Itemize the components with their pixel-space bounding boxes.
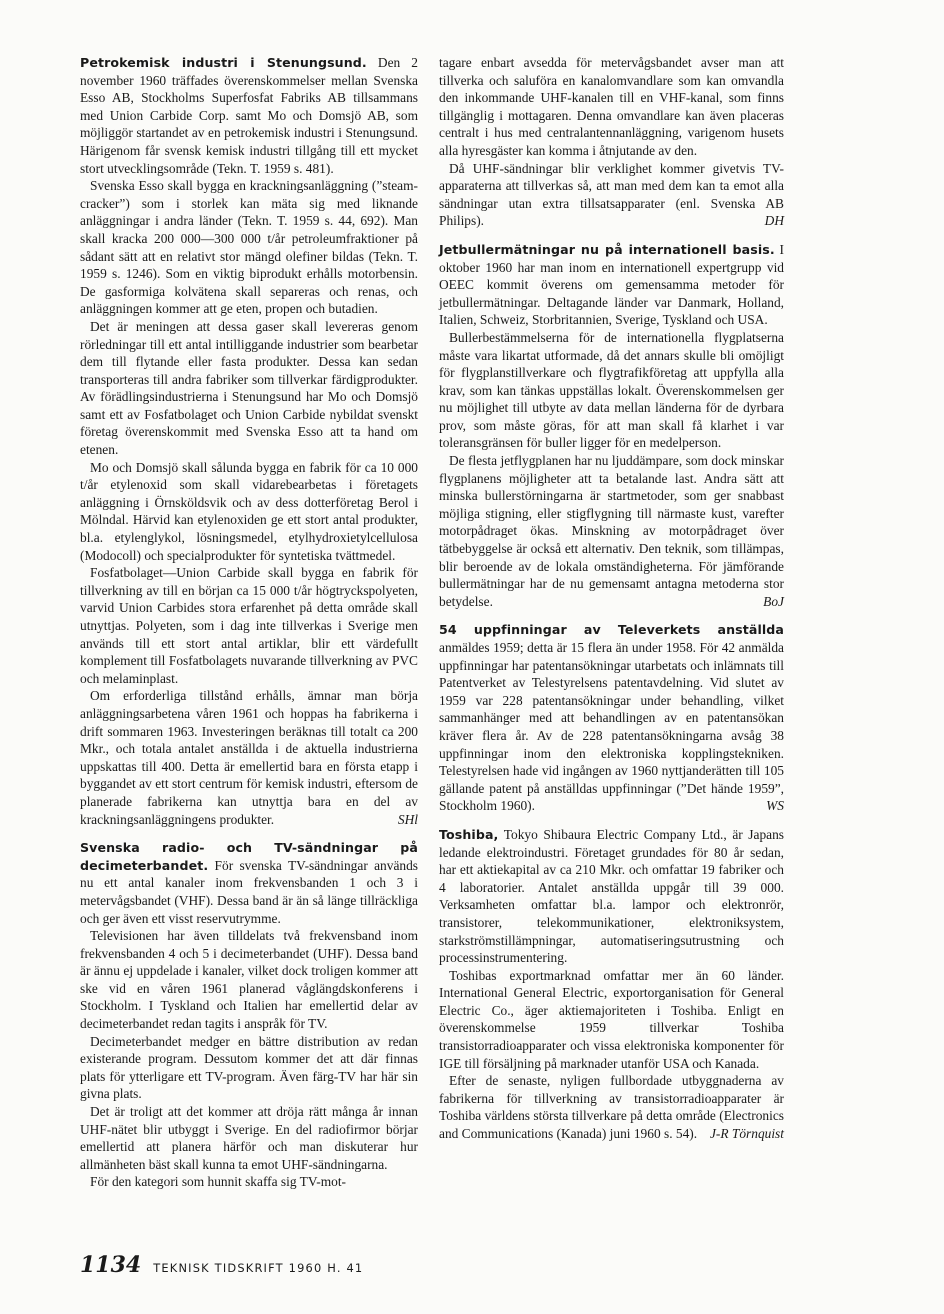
- page-footer: [80, 1252, 363, 1278]
- paragraph: Mo och Domsjö skall sålunda bygga en fabrik för ca 10 000 t/år etylenoxid som skall vidarebearbetas i företagets anläggning i Örnsköldsvik och av dess dotterföretag Berol i Mölndal. Härvid kan etylenoxiden ge ett stort antal produkter, bl.a. etylenglykol, lösningsmedel, etylhydroxietylcellulosa (Modocoll) och specialprodukter för syntetiska tvättmedel.: [80, 459, 418, 563]
- article-petrokemisk: [80, 54, 418, 177]
- author-signature: DH: [764, 213, 784, 229]
- author-signature: J-R Törnquist: [709, 1126, 784, 1142]
- paragraph: Toshibas exportmarknad omfattar mer än 60 länder. International General Electric, exportorganisation för General Electric Co., äger aktiemajoriteten i Toshiba. Enligt en överenskommelse 1959 tillverkar Toshiba transistorradioapparater och vissa elektroniska komponenter för IGE till försäljning på marknader utanför USA och Kanada.: [439, 967, 784, 1071]
- paragraph: Efter de senaste, nyligen fullbordade utbyggnaderna av fabrikerna för tillverkning av transistorradioapparater är Toshiba världens största tillverkare på detta område (Electronics and Communications (Kanada) juni 1960 s. 54).: [439, 1073, 784, 1142]
- paragraph: Svenska Esso skall bygga en krackningsanläggning (”steam-cracker”) som i storlek kan mäta sig med liknande anläggningar i andra länder (Tekn. T. 1959 s. 44, 692). Man skall kracka 200 000—300 000 t/år petroleumfraktioner på sådant sätt att en relativt stor mängd olefiner bildas (Tekn. T. 1959 s. 1246). Som en viktig biprodukt erhålls motorbensin. De gasformiga kolvätena skall separeras och renas, och anläggningen kommer att ge eten, propen och butadien.: [80, 178, 418, 317]
- paragraph: Televisionen har även tilldelats två frekvensband inom frekvensbanden 4 och 5 i decimeterbandet (UHF). Dessa band är ännu ej uppdelade i kanaler, vilket dock troligen kommer att ske vid en våren 1961 planerad våglängdskonferens i Stockholm. I Tyskland och Italien har emellertid delar av decimeterbandet redan tagits i anspråk för TV.: [80, 928, 418, 1032]
- article-jetbuller: [439, 241, 784, 329]
- paragraph-with-signature: [80, 687, 418, 828]
- paragraph-with-signature: [439, 160, 784, 230]
- article-radio-tv: [80, 839, 418, 927]
- page-number: 1134: [80, 1252, 142, 1278]
- paragraph: anmäldes 1959; detta är 15 flera än under 1958. För 42 anmälda uppfinningar har patentansökningar utarbetats och inlämnats till Patentverket av Telestyrelsens patentavdelning. Vid slutet av 1959 var 228 patentansökningar under behandling, vilket sammanhänger med att behandlingen av en patentansökan kräver flera år. Av de 228 patentansökningarna avsåg 38 uppfinningar inom den elektroniska kopplingstekniken. Telestyrelsen hade vid ingången av 1960 nyttjanderätten till 105 gällande patent på anställdas uppfinningar (”Det hände 1959”, Stockholm 1960).: [439, 640, 784, 814]
- author-signature: BoJ: [763, 593, 784, 609]
- paragraph: Tokyo Shibaura Electric Company Ltd., är Japans ledande elektroindustri. Företaget grundades för 80 år sedan, har ett aktiekapital av ca 210 Mkr. och omfattar 19 fabriker och 4 laboratorier. Antalet anställda uppgår till 39 000. Verksamheten omfattar bl.a. lampor och elektronrör, transistorer, telekommunikationer, elektroniksystem, starkströmstillämpningar, automatiseringsutrustning och processinstrumentering.: [439, 826, 784, 966]
- article-heading: 54 uppfinningar av Televerkets anställda: [439, 622, 784, 638]
- paragraph-continued: tagare enbart avsedda för metervågsbandet avser man att tillverka och saluföra en kanalomvandlare som kan omvandla den inkommande UHF-kanalen till en VHF-kanal, som finns tillgänglig i mottagaren. Denna omvandlare kan även placeras centralt i hus med centralantennanläggning, varigenom husets alla hyresgäster kan komma i åtnjutande av den.: [439, 55, 784, 158]
- article-toshiba: [439, 826, 784, 967]
- paragraph: I oktober 1960 har man inom en internationell expertgrupp vid OEEC kommit överens om gemensamma metoder för jetbullermätningar. Deltagande länder var Danmark, Holland, Italien, Schweiz, Storbritannien, Sverige, Tyskland och USA.: [439, 241, 784, 328]
- paragraph: För svenska TV-sändningar används nu ett antal kanaler inom frekvensbanden 1 och 3 i metervågsbandet (VHF). Dessa band är än så länge tillräckliga och ger även ett visst reservutrymme.: [80, 857, 418, 926]
- article-uppfinningar: [439, 621, 784, 815]
- paragraph: Decimeterbandet medger en bättre distribution av redan existerande program. Dessutom kommer det att där finnas plats för ytterligare ett TV-program. Även färg-TV har här sin givna plats.: [80, 1033, 418, 1102]
- paragraph: Om erforderliga tillstånd erhålls, ämnar man börja anläggningsarbetena våren 1961 och hoppas ha fabrikerna i drift sommaren 1963. Investeringen beräknas till totalt ca 200 Mkr., och totala antalet anställda i de aktuella industrierna uppskattas till 400. Detta är emellertid bara en första etapp i byggandet av ett stort centrum för kemisk industri, eftersom de planerade fabrikerna kan utnyttja bara en del av krackningsanläggningens produkter.: [80, 688, 418, 827]
- paragraph: Då UHF-sändningar blir verklighet kommer givetvis TV-apparaterna att tillverkas så, att man med dem kan ta emot alla sändningar utan extra tillsatsapparater (enl. Svenska AB Philips).: [439, 160, 784, 229]
- article-heading: Petrokemisk industri i Stenungsund.: [80, 55, 367, 70]
- paragraph: För den kategori som hunnit skaffa sig TV-mot-: [90, 1174, 347, 1190]
- article-heading: Toshiba,: [439, 826, 499, 842]
- paragraph-with-signature: [439, 1072, 784, 1142]
- author-signature: SHl: [397, 811, 418, 827]
- paragraph: Bullerbestämmelserna för de internationella flygplatserna måste vara likartat utformade, då det annars skulle bli omöjligt för flygplanstillverkare och flygtrafikföretag att uppfylla alla krav, som kan tänkas uppställas lokalt. Överenskommelsen ger nu möjlighet till utbyte av data mellan länderna för de dyrbara prov, som måste göras, för att man skall få klarhet i var toleransgränsen för buller ligger för en medelperson.: [439, 329, 784, 451]
- paragraph: Den 2 november 1960 träffades överenskommelser mellan Svenska Esso AB, Stockholms Superfosfat Fabriks AB tillsammans med Union Carbide Corp. samt Mo och Domsjö AB, som möjliggör startandet av en petrokemisk industri i Stenungsund. Härigenom får svensk kemisk industri tillgång till ett mycket stort utvecklingsområde (Tekn. T. 1959 s. 481).: [80, 55, 418, 176]
- paragraph-with-signature: [439, 452, 784, 610]
- left-column: [80, 54, 418, 1191]
- paragraph: Det är troligt att det kommer att dröja rätt många år innan UHF-nätet blir utbyggt i Sverige. En del radiofirmor börjar emellertid att planera härför och man diskuterar hur allmänheten bäst skall kunna ta emot UHF-sändningarna.: [80, 1104, 418, 1172]
- right-column: [439, 54, 784, 1143]
- paragraph: Det är meningen att dessa gaser skall levereras genom rörledningar till ett antal intilliggande industrier som bearbetar dem till flytande eller fasta produkter. Dessa kan sedan transporteras till andra fabriker som tillverkar färdigprodukter. Av förädlingsindustrierna i Stenungsund har Mo och Domsjö samt ett av Fosfatbolaget och Union Carbide nybildat svenskt företag överenskommit med Svenska Esso att ta hand om etenen.: [80, 318, 418, 458]
- article-heading: Svenska radio- och TV-sändningar på decimeterbandet.: [80, 840, 418, 873]
- paragraph: Fosfatbolaget—Union Carbide skall bygga en fabrik för tillverkning av till en början ca 15 000 t/år högtryckspolyeten, varvid Union Carbides stora erfarenhet på detta område skall utnyttjas. Polyeten, som i dag inte tillverkas i Sverige men används till ett stort antal artiklar, blir ett värdefullt komplement till Fosfatbolagets nuvarande tillverkning av PVC och melaminplast.: [80, 565, 418, 686]
- author-signature: WS: [766, 798, 784, 814]
- article-heading: Jetbullermätningar nu på internationell basis.: [439, 241, 775, 257]
- journal-issue: TEKNISK TIDSKRIFT 1960 H. 41: [153, 1261, 364, 1275]
- paragraph: De flesta jetflygplanen har nu ljuddämpare, som dock minskar flygplanens möjligheter att ta betalande last. Andra sätt att minska bullerstörningarna är startmetoder, som ger snabbast möjliga stigning, eller stigflygning till närmaste kust, varefter motorpådraget ökas. Minskning av motorpådraget över tätbebyggelse är också ett alternativ. Den teknik, som tillämpas, blir beroende av de lokala omständigheterna. För jämförande bullermätningar har de nu gemensamt antagna metoderna stor betydelse.: [439, 453, 784, 609]
